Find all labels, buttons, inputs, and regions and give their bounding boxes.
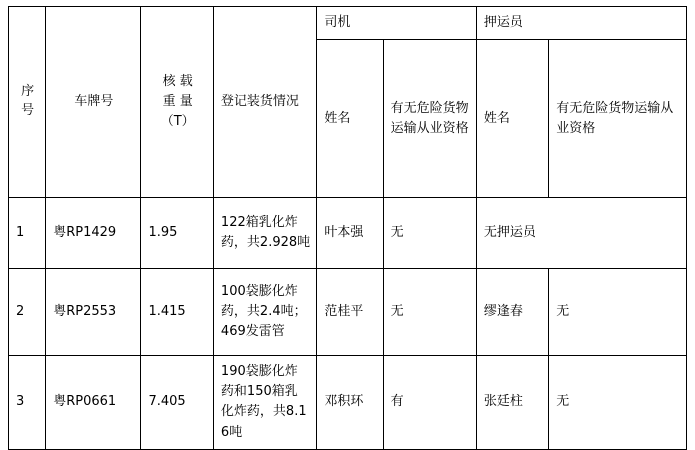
row-driver-qualification: 有 [383,356,476,450]
row-driver-name: 叶本强 [317,198,383,269]
row-guard-name: 缪逢春 [476,269,548,356]
header-guard-group: 押运员 [476,7,686,40]
row-plate: 粤RP0661 [46,356,141,450]
table-row [9,269,687,356]
header-weight-line-2: 重 量 [162,94,193,109]
row-plate: 粤RP2553 [46,269,141,356]
row-driver-qualification: 无 [383,198,476,269]
table-header-group-row [9,7,687,40]
row-weight: 1.415 [141,269,213,356]
row-load-status: 122箱乳化炸药，共2.928吨 [213,198,317,269]
table-row [9,198,687,269]
header-weight [141,7,213,198]
header-driver-name: 姓名 [317,40,383,198]
row-weight: 1.95 [141,198,213,269]
row-load-status: 190袋膨化炸药和150箱乳化炸药，共8.16吨 [213,356,317,450]
header-weight-line-3: （T） [160,114,195,130]
row-load-status: 100袋膨化炸药，共2.4吨；469发雷管 [213,269,317,356]
header-weight-line-1: 核 载 [162,73,193,89]
row-seq: 3 [9,356,46,450]
header-driver-qualification: 有无危险货物运输从业资格 [383,40,476,198]
header-seq [9,7,46,198]
header-plate: 车牌号 [46,7,141,198]
header-guard-name: 姓名 [476,40,548,198]
row-driver-name: 邓积环 [317,356,383,450]
row-guard-name: 无押运员 [476,198,686,269]
header-driver-group: 司机 [317,7,476,40]
header-guard-qualification: 有无危险货物运输从业资格 [549,40,687,198]
row-guard-qualification: 无 [549,269,687,356]
row-guard-name: 张廷柱 [476,356,548,450]
row-seq: 2 [9,269,46,356]
header-load-status: 登记装货情况 [213,7,317,198]
row-guard-qualification: 无 [549,356,687,450]
row-plate: 粤RP1429 [46,198,141,269]
row-seq: 1 [9,198,46,269]
vehicle-registration-table [8,6,687,450]
row-driver-name: 范桂平 [317,269,383,356]
document-page [0,6,695,440]
row-driver-qualification: 无 [383,269,476,356]
table-row [9,356,687,450]
row-weight: 7.405 [141,356,213,450]
header-seq-label: 序号 [21,84,35,119]
